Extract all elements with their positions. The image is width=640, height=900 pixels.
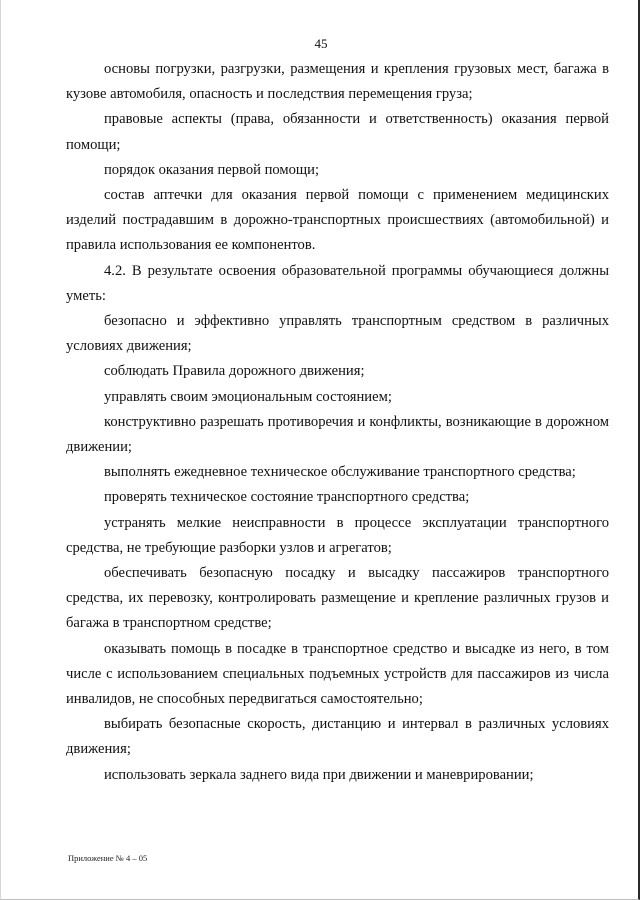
paragraph: выполнять ежедневное техническое обслуживание транспортного средства; (104, 464, 576, 481)
paragraph: конструктивно разрешать противоречия и конфликты, возникающие в дорожном движении; (66, 413, 609, 456)
paragraph: выбирать безопасные скорость, дистанцию и интервал в различных условиях движения; (66, 716, 609, 758)
footer-note: Приложение № 4 – 05 (68, 853, 148, 863)
paragraph: безопасно и эффективно управлять транспортным средством в различных условиях движения; (66, 313, 609, 355)
paragraph: использовать зеркала заднего вида при движении и маневрировании; (104, 766, 534, 783)
paragraph: оказывать помощь в посадке в транспортное средство и высадке из него, в том числе с использованием специальных подъемных устройств для пассажиров из числа инвалидов, не способных передвигаться самостоятельно; (66, 640, 609, 708)
document-body (66, 57, 609, 788)
section-paragraph: 4.2. В результате освоения образовательной программы обучающиеся должны уметь: (66, 262, 609, 304)
paragraph: проверять техническое состояние транспортного средства; (104, 489, 470, 506)
paragraph: основы погрузки, разгрузки, размещения и крепления грузовых мест, багажа в кузове автомобиля, опасность и последствия перемещения груза; (66, 61, 609, 103)
paragraph: порядок оказания первой помощи; (104, 161, 320, 178)
paragraph: соблюдать Правила дорожного движения; (104, 363, 365, 380)
paragraph: обеспечивать безопасную посадку и высадку пассажиров транспортного средства, их перевозку, контролировать размещение и крепление различных грузов и багажа в транспортном средстве; (66, 565, 609, 632)
page-number: 45 (314, 36, 328, 51)
paragraph: состав аптечки для оказания первой помощи с применением медицинских изделий пострадавшим в дорожно-транспортных происшествиях (автомобильной) и правила использования ее компонентов. (66, 187, 609, 254)
paragraph: правовые аспекты (права, обязанности и ответственность) оказания первой помощи; (66, 111, 609, 153)
paragraph: управлять своим эмоциональным состоянием; (104, 388, 392, 405)
paragraph: устранять мелкие неисправности в процессе эксплуатации транспортного средства, не требующие разборки узлов и агрегатов; (66, 514, 609, 556)
